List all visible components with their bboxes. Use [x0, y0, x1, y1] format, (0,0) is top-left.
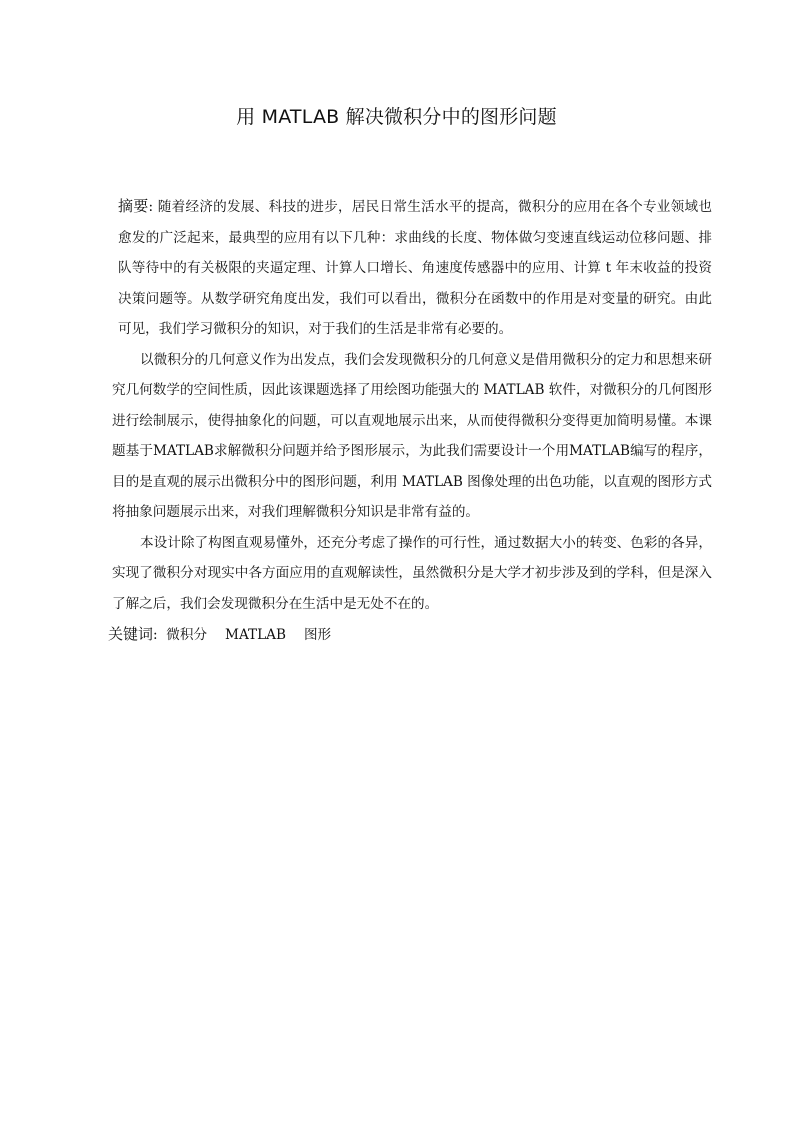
keywords-line — [108, 619, 712, 651]
abstract-paragraph-3: 本设计除了构图直观易懂外，还充分考虑了操作的可行性，通过数据大小的转变、色彩的各异，实现了微积分对现实中各方面应用的直观解读性，虽然微积分是大学才初步涉及到的学科，但是深入了解之后，我们会发现微积分在生活中是无处不在的。 — [112, 534, 712, 612]
abstract-label: 摘要 — [118, 197, 149, 215]
document-title: 用 MATLAB 解决微积分中的图形问题 — [236, 106, 557, 128]
abstract-text-1: 随着经济的发展、科技的进步，居民日常生活水平的提高，微积分的应用在各个专业领域也愈发的广泛起来，最典型的应用有以下几种：求曲线的长度、物体做匀变速直线运动位移问题、排队等待中的有关极限的夹逼定理、计算人口增长、角速度传感器中的应用、计算 t 年末收益的投资决策问题等。从数学研究角度出发，我们可以看出，微积分在函数中的作用是对变量的研究。由此可见，我们学习微积分的知识，对于我们的生活是非常有必要的。 — [118, 199, 712, 337]
abstract-label-colon: : — [148, 199, 154, 215]
keyword-item: MATLAB — [225, 627, 286, 643]
abstract-section — [108, 191, 712, 651]
keywords-label-colon: : — [153, 627, 158, 643]
keyword-item: 图形 — [303, 627, 332, 643]
abstract-paragraph-2: 以微积分的几何意义作为出发点，我们会发现微积分的几何意义是借用微积分的定力和思想来研究几何数学的空间性质，因此该课题选择了用绘图功能强大的 MATLAB 软件，对微积分的几何图形进行绘制展示，使得抽象化的问题，可以直观地展示出来，从而使得微积分变得更加简明易懂。本课题基于MATLAB求解微积分问题并给予图形展示，为此我们需要设计一个用MATLAB编写的程序，目的是直观的展示出微积分中的图形问题，利用 MATLAB 图像处理的出色功能，以直观的图形方式将抽象问题展示出来，对我们理解微积分知识是非常有益的。 — [112, 351, 712, 520]
abstract-paragraph-1 — [112, 191, 712, 345]
keyword-item: 微积分 — [166, 627, 208, 643]
keywords-label: 关键词 — [108, 625, 154, 643]
